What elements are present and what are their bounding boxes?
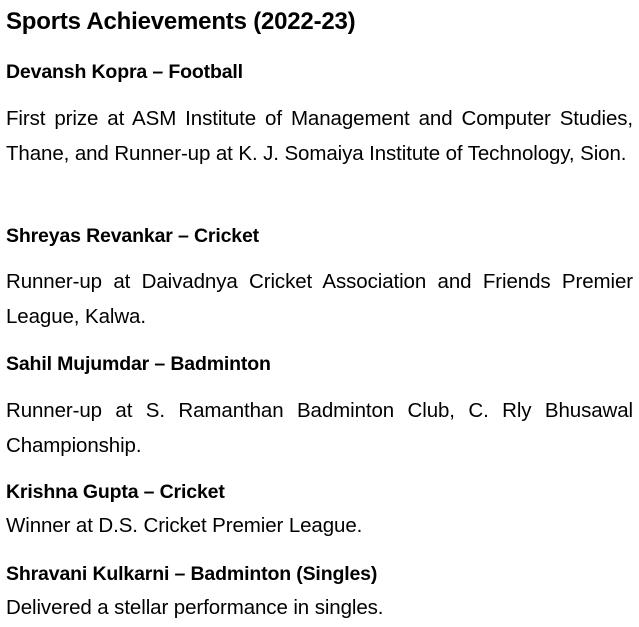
page-title: Sports Achievements (2022-23): [6, 8, 356, 35]
achiever-name-shravani-kulkarni: Shravani Kulkarni – Badminton (Singles): [6, 563, 378, 585]
achiever-name-devansh-kopra: Devansh Kopra – Football: [6, 61, 243, 83]
achievement-text-shreyas-revankar: Runner-up at Daivadnya Cricket Association and Friends Premier League, Kalwa.: [6, 270, 633, 328]
achievement-text-sahil-mujumdar: Runner-up at S. Ramanthan Badminton Club, C. Rly Bhusawal Championship.: [6, 399, 633, 457]
achievement-text-devansh-kopra: First prize at ASM Institute of Management and Computer Studies, Thane, and Runner-up at K. J. Somaiya Institute of Technology, Sion.: [6, 107, 633, 165]
achiever-name-krishna-gupta: Krishna Gupta – Cricket: [6, 481, 225, 503]
achiever-name-sahil-mujumdar: Sahil Mujumdar – Badminton: [6, 353, 271, 375]
achiever-name-shreyas-revankar: Shreyas Revankar – Cricket: [6, 225, 260, 247]
achievement-text-shravani-kulkarni: Delivered a stellar performance in singles.: [6, 596, 384, 619]
achievement-text-krishna-gupta: Winner at D.S. Cricket Premier League.: [6, 514, 363, 537]
